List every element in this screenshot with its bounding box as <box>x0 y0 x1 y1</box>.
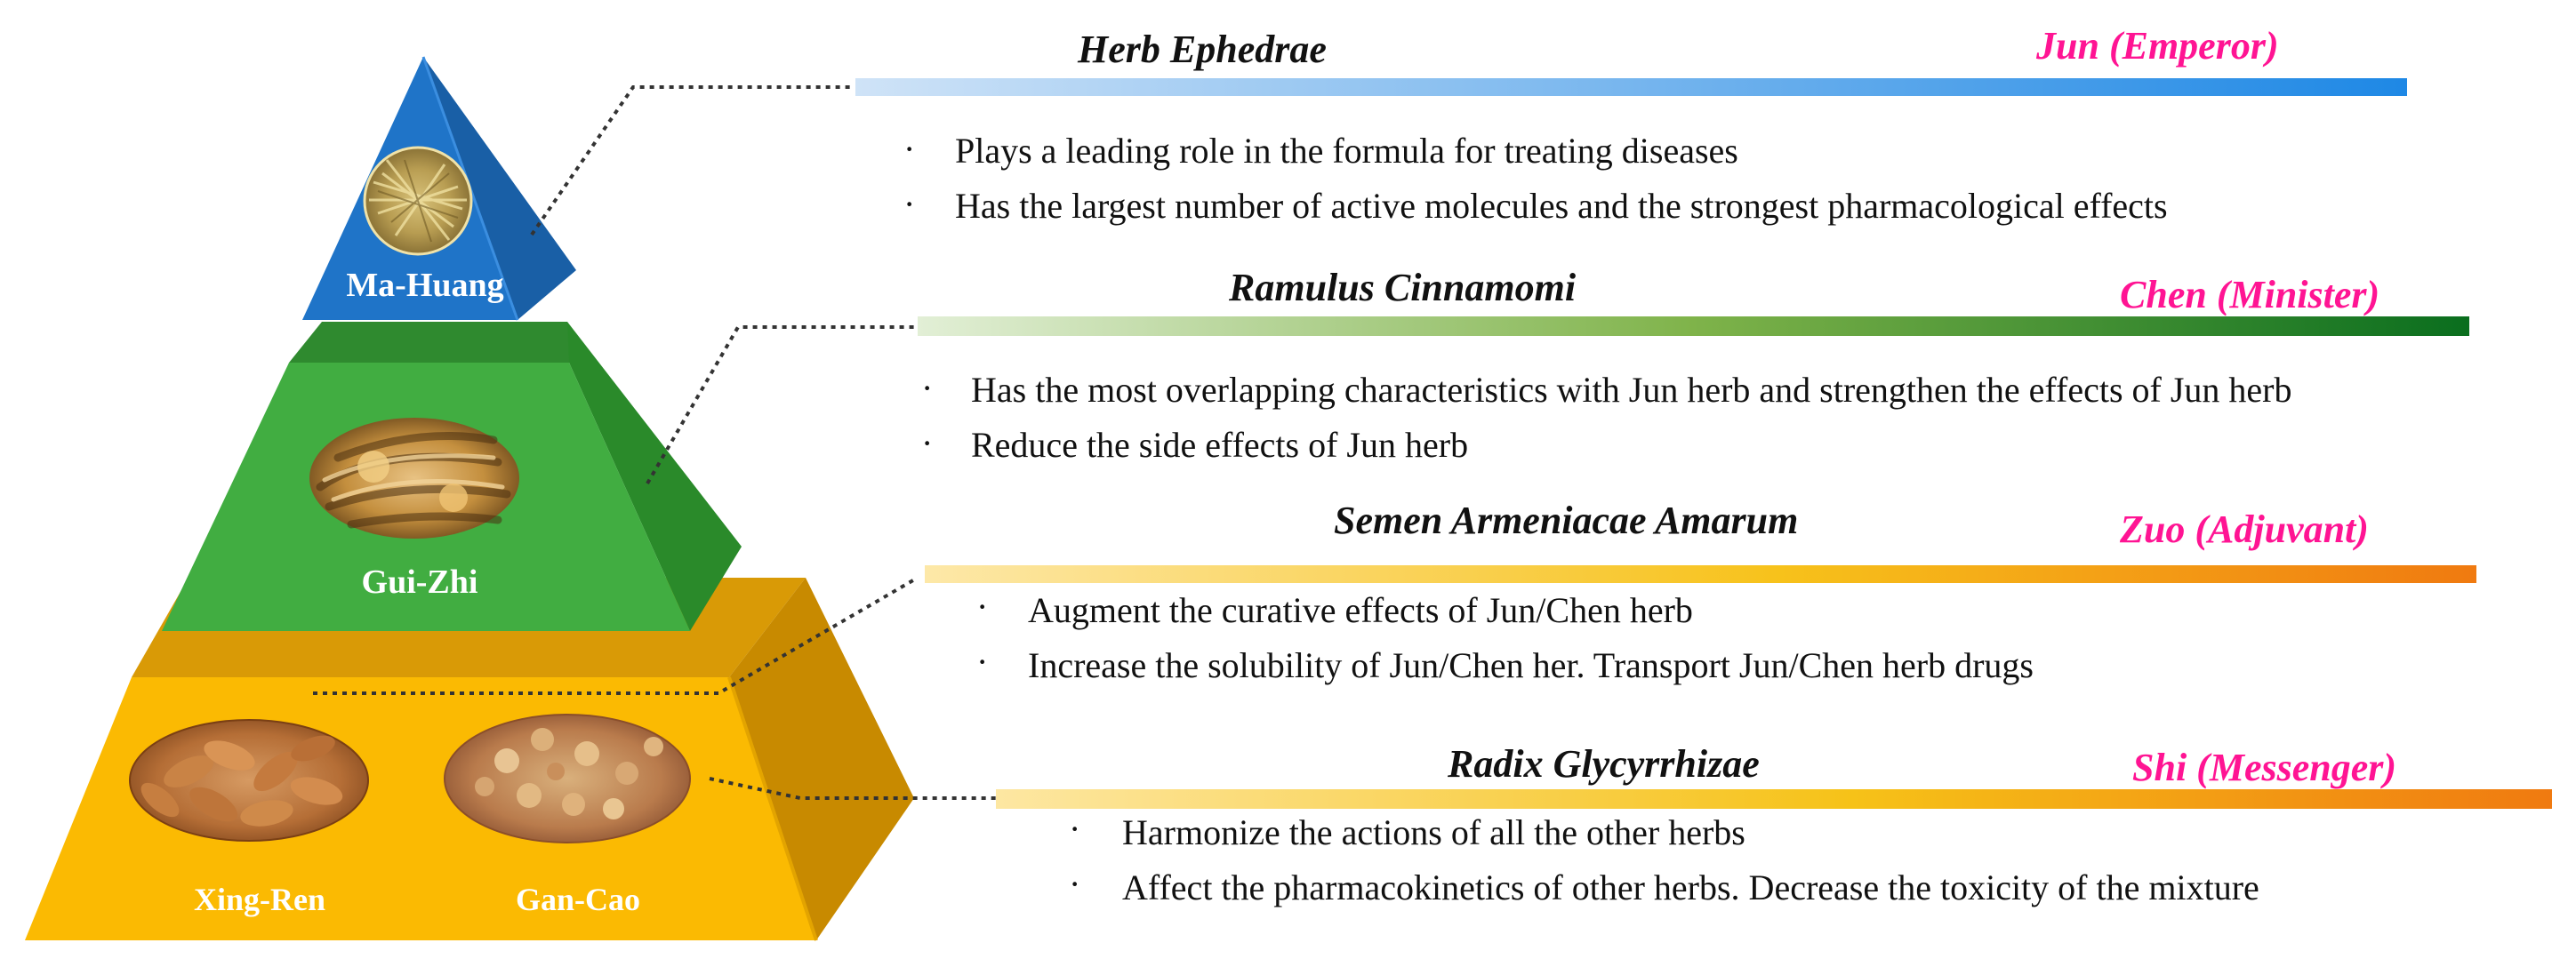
zuo-herb-name: Semen Armeniacae Amarum <box>1334 499 1799 542</box>
zuo-gradient-bar <box>925 565 2476 583</box>
chen-role: Chen (Minister) <box>2120 273 2380 316</box>
zuo-bullet-1: Augment the curative effects of Jun/Chen herb <box>1028 590 1693 630</box>
gui-zhi-image <box>309 418 519 539</box>
zuo-role: Zuo (Adjuvant) <box>2120 507 2369 551</box>
bullet-dot: · <box>903 129 916 169</box>
shi-bullet-2: Affect the pharmacokinetics of other herbs. Decrease the toxicity of the mixture <box>1122 867 2259 907</box>
bullet-dot: · <box>903 184 916 224</box>
xing-ren-label: Xing-Ren <box>193 882 326 917</box>
shi-herb-name: Radix Glycyrrhizae <box>1448 742 1760 786</box>
xing-ren-image <box>130 720 368 841</box>
gui-zhi-label: Gui-Zhi <box>361 563 478 601</box>
zuo-section <box>925 499 2476 685</box>
jun-bullet-2: Has the largest number of active molecules and the strongest pharmacological effects <box>955 186 2168 226</box>
jun-role: Jun (Emperor) <box>2036 24 2279 68</box>
bullet-dot: · <box>1069 809 1081 849</box>
shi-gradient-bar <box>996 789 2552 809</box>
bullet-dot: · <box>1069 864 1081 904</box>
bullet-dot: · <box>921 368 934 408</box>
chen-bullet-1: Has the most overlapping characteristics with Jun herb and strengthen the effects of Jun herb <box>971 370 2292 410</box>
shi-role: Shi (Messenger) <box>2132 746 2397 789</box>
bullet-dot: · <box>976 587 989 627</box>
ma-huang-label: Ma-Huang <box>346 267 504 304</box>
chen-herb-name: Ramulus Cinnamomi <box>1229 266 1577 309</box>
jun-section <box>855 24 2407 226</box>
connector-chen <box>647 327 916 484</box>
jun-herb-name: Herb Ephedrae <box>1078 28 1327 71</box>
chen-gradient-bar <box>918 316 2469 336</box>
bullet-dot: · <box>921 423 934 463</box>
middle-tier-top-face <box>289 322 582 363</box>
chen-bullet-2: Reduce the side effects of Jun herb <box>971 425 1469 465</box>
shi-bullet-1: Harmonize the actions of all the other herbs <box>1122 812 1745 852</box>
gan-cao-image <box>445 715 690 843</box>
jun-gradient-bar <box>855 78 2407 96</box>
chen-section <box>918 266 2469 465</box>
gan-cao-label: Gan-Cao <box>515 882 641 917</box>
shi-section <box>996 742 2552 907</box>
jun-bullet-1: Plays a leading role in the formula for treating diseases <box>955 131 1738 171</box>
ma-huang-image <box>365 148 471 254</box>
zuo-bullet-2: Increase the solubility of Jun/Chen her. Transport Jun/Chen herb drugs <box>1028 645 2034 685</box>
connector-jun <box>532 87 852 235</box>
bullet-dot: · <box>976 642 989 682</box>
